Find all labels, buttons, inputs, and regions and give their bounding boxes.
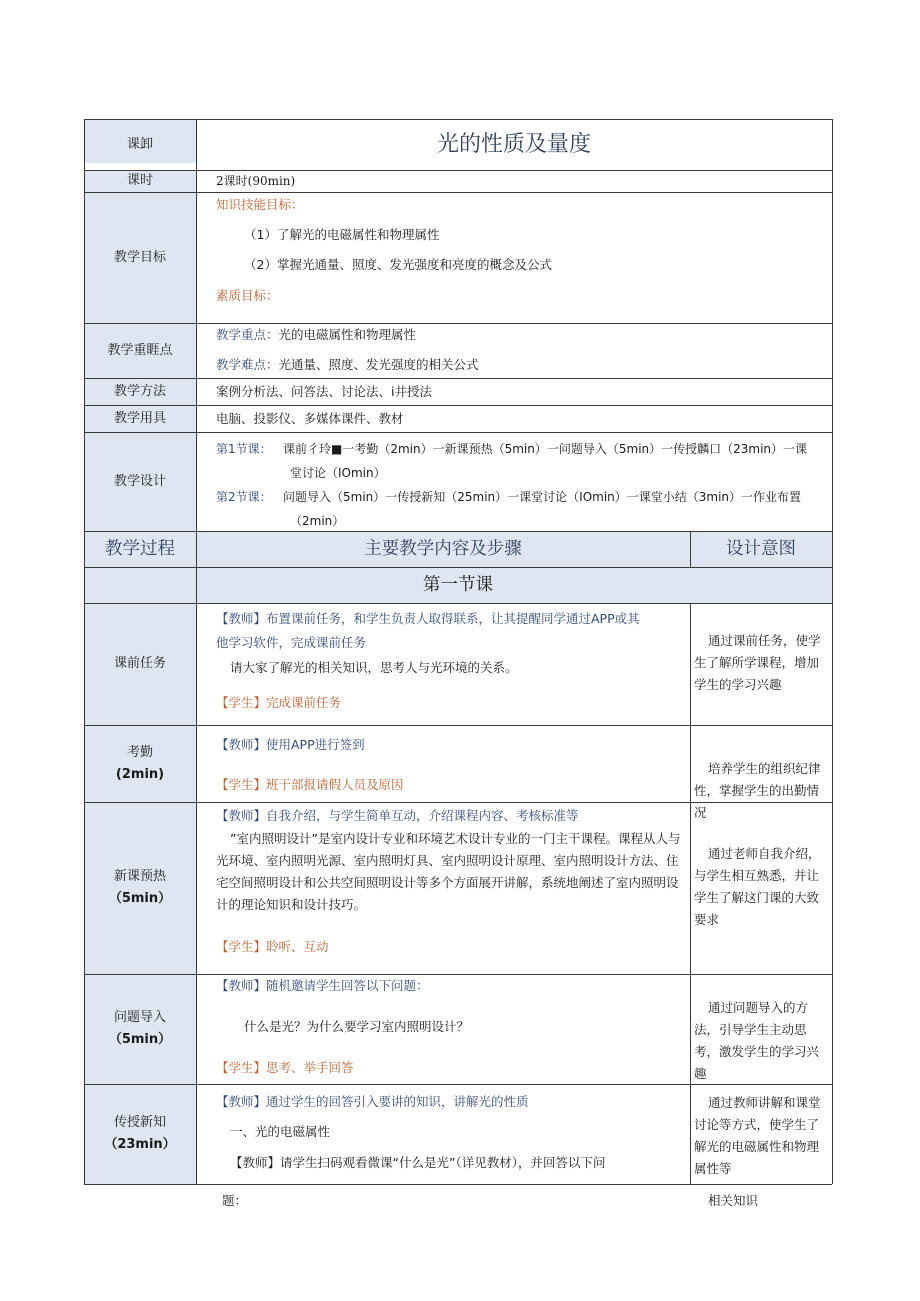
warmup-student: 【学生】聆听、互动 [216, 939, 329, 954]
warmup-teacher: 【教师】自我介绍，与学生简单互动，介绍课程内容、考核标准等 [216, 808, 579, 823]
process-col1: 教学过程 [105, 539, 175, 559]
design-label: 教学设计 [113, 473, 166, 489]
quality-heading: 素质目标： [216, 288, 279, 303]
question-time: （5min） [108, 1032, 172, 1047]
grid-line [832, 119, 833, 1184]
course-label: 课卸 [126, 136, 153, 152]
newknow-time: （23min） [104, 1137, 176, 1152]
warmup-label: 新课预热 [113, 869, 166, 884]
newknow-intent: 通过教师讲解和课堂讨论等方式，使学生了解光的电磁属性和物理属性等 [694, 1095, 821, 1176]
objective-item-2: （2）掌握光通量、照度、发光强度和亮度的概念及公式 [244, 257, 552, 272]
pre-teacher: 【教师】布置课前任务，和学生负责人取得联系，让其提醒同学通过APP或其 [216, 611, 640, 626]
methods-label: 教学方法 [113, 383, 166, 399]
question-label: 问题导入 [113, 1010, 166, 1025]
newknow-label-cell [84, 1084, 196, 1184]
newknow-label: 传授新知 [113, 1115, 166, 1130]
difficult-point-label: 教学难点： [216, 357, 279, 372]
knowledge-heading: 知识技能目标： [216, 197, 304, 212]
objective-item-1: （1）了解光的电磁属性和物理属性 [244, 227, 440, 242]
question-intent: 通过问题导入的方法，引导学生主动思考，激发学生的学习兴趣 [694, 1000, 820, 1081]
tools-text: 电脑、投影仪、多媒体课件、教材 [216, 411, 404, 426]
grid-line [196, 119, 197, 1184]
process-col2: 主要教学内容及步骤 [364, 539, 522, 559]
attendance-label: 考勤 [126, 744, 153, 760]
pre-content: 请大家了解光的相关知识，思考人与光环境的关系。 [230, 660, 518, 675]
course-title: 光的性质及量度 [436, 131, 591, 157]
keypoints-label: 教学重睚点 [107, 342, 173, 358]
attendance-student: 【学生】班干部报请假人员及原因 [216, 777, 404, 792]
design-s1-label: 第1节课： [216, 442, 272, 456]
section-title: 第一节课 [423, 575, 493, 595]
pre-label: 课前任务 [113, 656, 166, 671]
question-label-cell [84, 974, 196, 1084]
difficult-point-text: 光通量、照度、发光强度的相关公式 [278, 357, 479, 372]
pre-student: 【学生】完成课前任务 [216, 695, 342, 710]
tools-label: 教学用具 [113, 410, 166, 426]
difficult-point [216, 356, 479, 374]
warmup-time: （5min） [108, 891, 172, 906]
design-s1-line1: 课前彳玲■一考勤（2min）一新课预热（5min）一问题导入（5min）一传授麟口（23min）一课 [283, 442, 808, 456]
design-s2-label: 第2节课： [216, 490, 272, 504]
newknow-teacher: 【教师】通过学生的回答引入要讲的知识，讲解光的性质 [216, 1094, 529, 1109]
attendance-teacher: 【教师】使用APP进行签到 [216, 737, 365, 752]
objectives-label: 教学目标 [113, 249, 166, 265]
newknow-subheading: 一、光的电磁属性 [230, 1124, 331, 1139]
hours-value: 2课时(90min) [216, 174, 296, 188]
question-content: 什么是光？为什么要学习室内照明设计？ [244, 1019, 470, 1034]
grid-line [690, 603, 691, 1184]
attendance-time: (2min) [115, 766, 165, 782]
process-col3: 设计意图 [726, 539, 796, 559]
design-s2-line1: 问题导入（5min）一传授新知（25min）一课堂讨论（IOmin）一课堂小结（3min）一作业布置 [283, 490, 802, 504]
grid-line [84, 1184, 832, 1185]
warmup-label-cell [84, 802, 196, 974]
key-point-label: 教学重点： [216, 327, 279, 342]
key-point-text: 光的电磁属性和物理属性 [278, 327, 417, 342]
hours-label: 课时 [126, 173, 153, 188]
pre-intent: 通过课前任务，使学生了解所学课程，增加学生的学习兴趣 [694, 633, 821, 692]
question-student: 【学生】思考、举手回答 [216, 1060, 354, 1075]
design-s1-line2: 堂讨论（IOmin） [290, 466, 386, 480]
question-teacher: 【教师】随机邀请学生回答以下问题： [216, 978, 429, 993]
footer-left: 题： [222, 1193, 248, 1208]
warmup-intent: 通过老师自我介绍，与学生相互熟悉，并让学生了解这门课的大致要求 [694, 846, 821, 927]
pre-teacher-2: 他学习软件，完成课前任务 [216, 635, 367, 650]
attendance-intent: 培养学生的组织纪律性，掌握学生的出勤情况 [694, 761, 821, 820]
design-s2-line2: （2min） [290, 514, 345, 528]
key-point [216, 326, 416, 344]
footer-right: 相关知识 [708, 1193, 759, 1208]
warmup-content: ”室内照明设计”是室内设计专业和环境艺术设计专业的一门主干课程。课程从人与光环境、室内照明光源、室内照明灯具、室内照明设计原理、室内照明设计方法、住宅空间照明设计和公共空间照明设计等多个方面展开讲解，系统地阐述了室内照明设计的理论知识和设计技巧。 [216, 831, 681, 912]
attendance-label-cell [84, 725, 196, 802]
newknow-content: 【教师】请学生扫码观看微课“什么是光”（详见教材），并回答以下问 [230, 1155, 606, 1170]
methods-text: 案例分析法、问答法、讨论法、i井授法 [216, 384, 432, 399]
